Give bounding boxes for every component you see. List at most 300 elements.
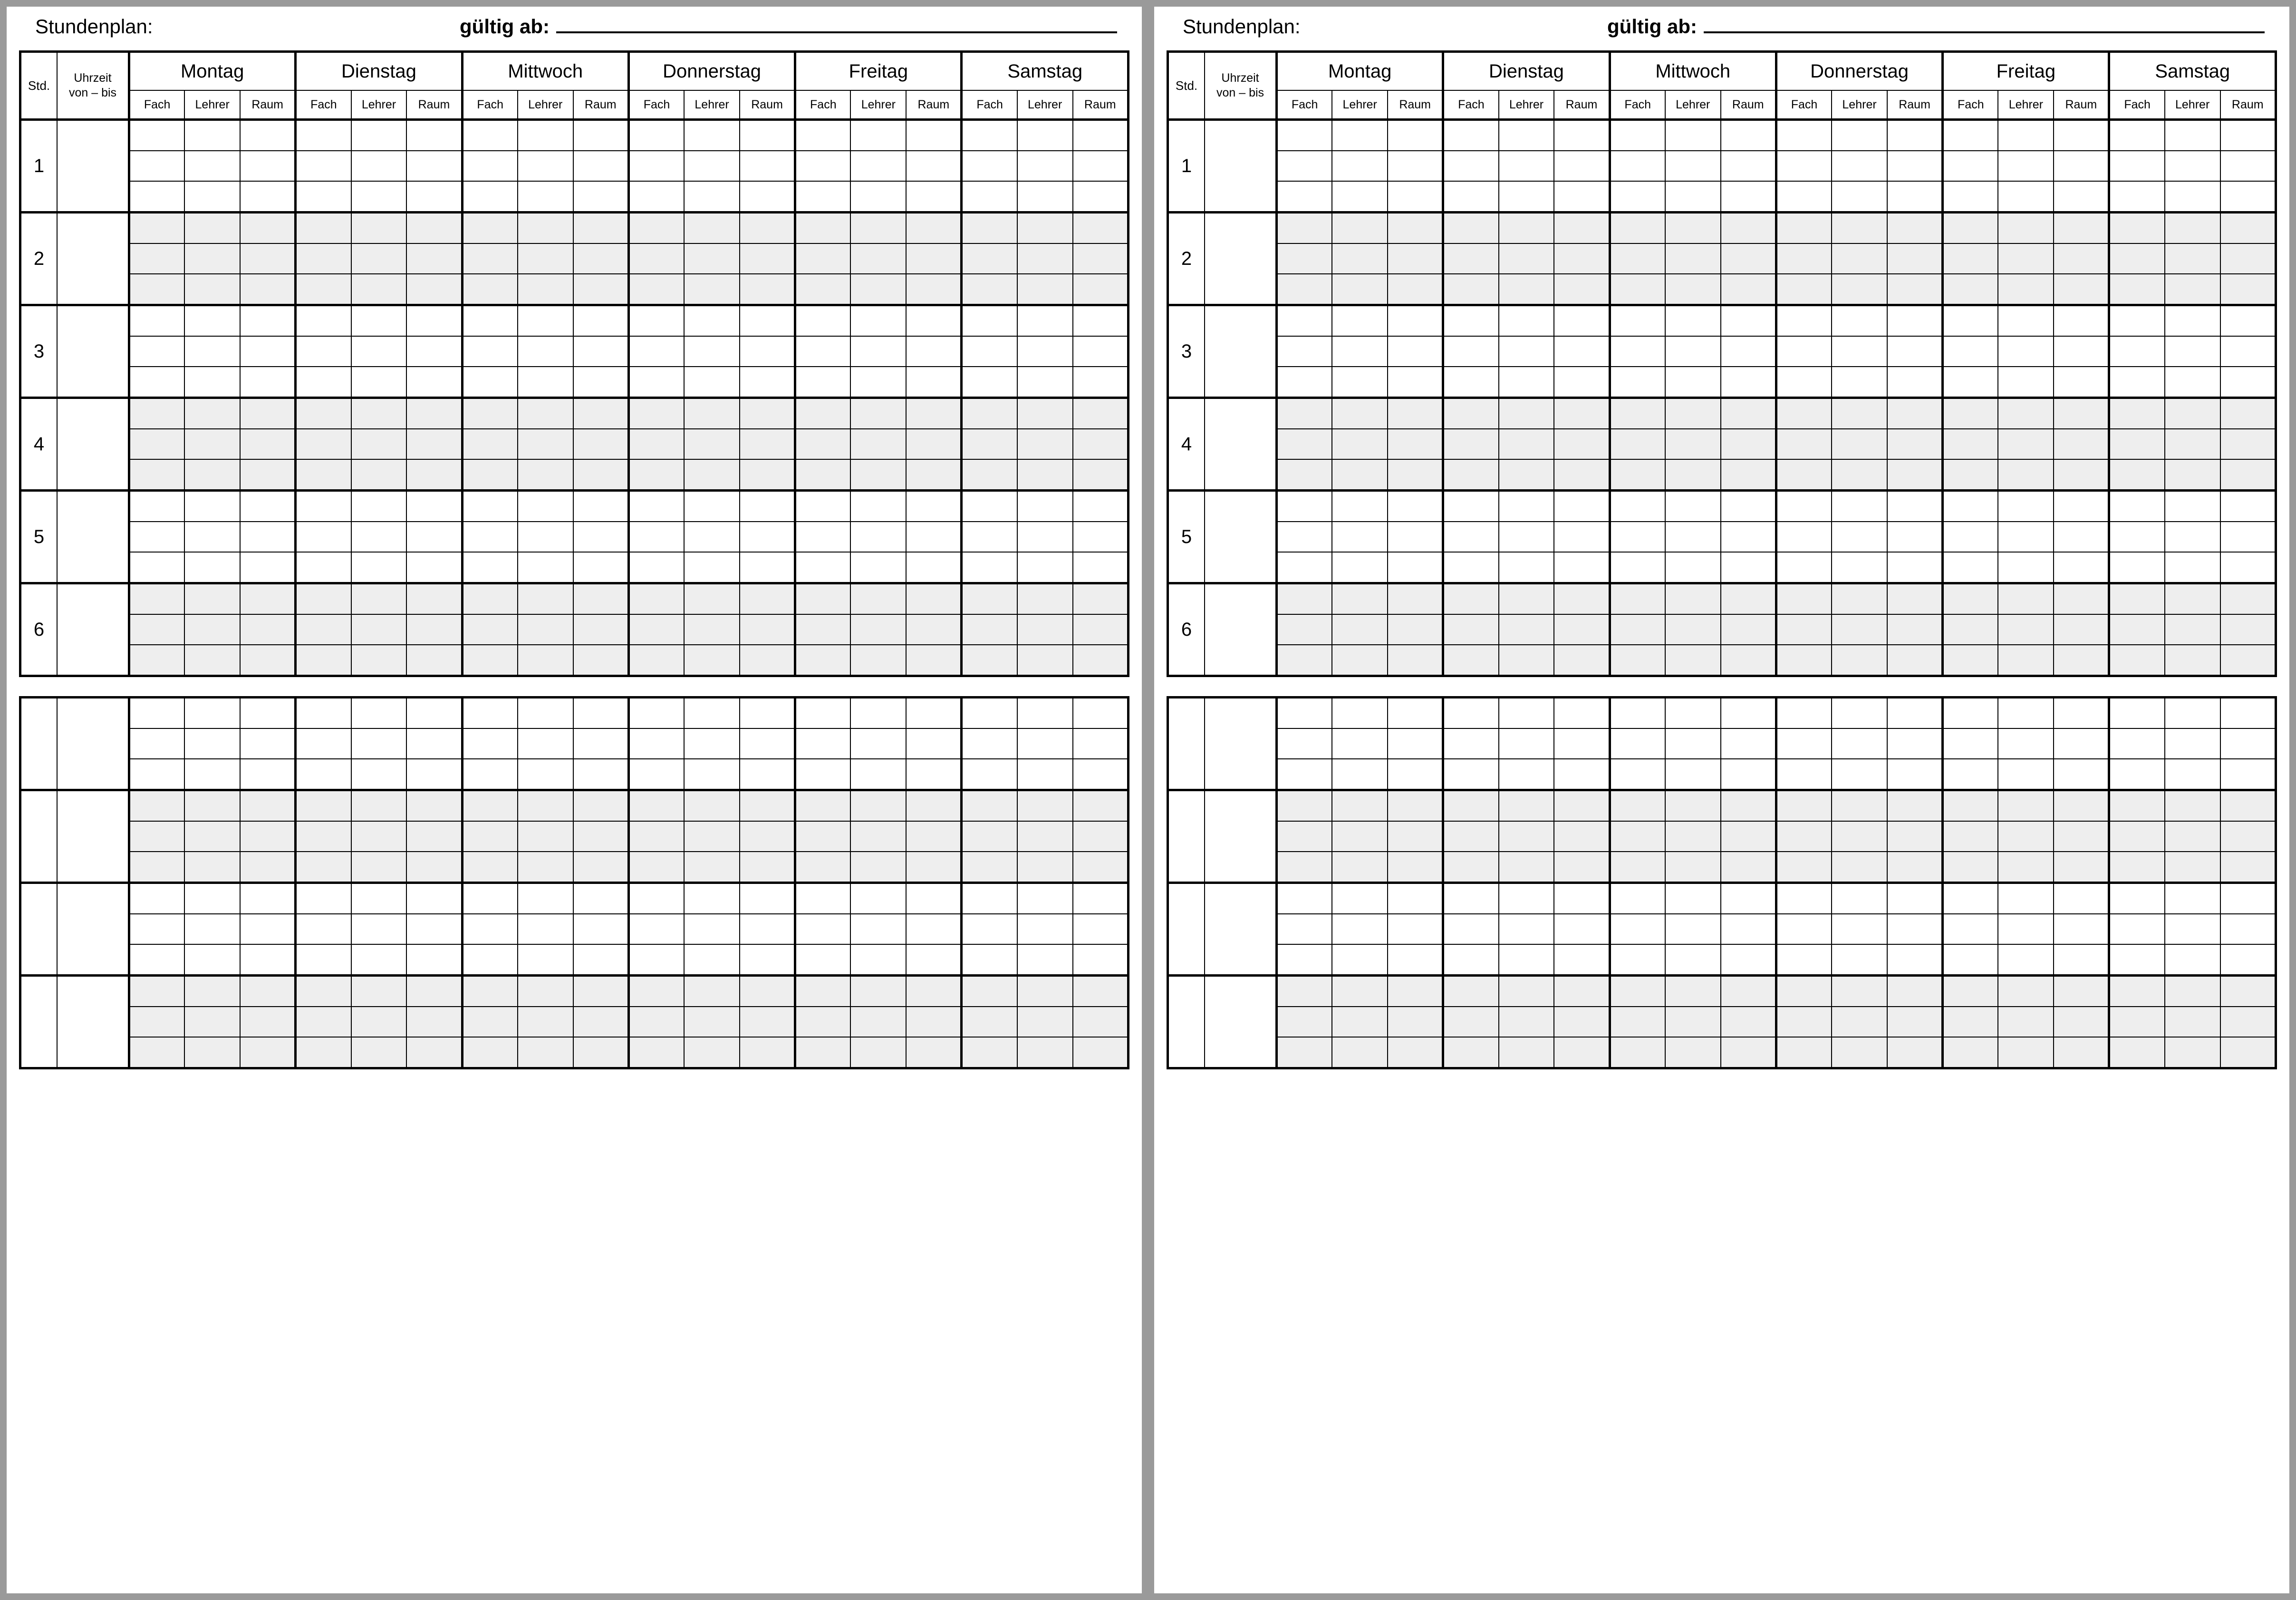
- entry-cell[interactable]: [1554, 645, 1610, 676]
- entry-cell[interactable]: [2054, 398, 2109, 429]
- entry-cell[interactable]: [1721, 491, 1776, 522]
- entry-cell[interactable]: [351, 181, 407, 213]
- entry-cell[interactable]: [2109, 243, 2165, 274]
- entry-cell[interactable]: [628, 1007, 684, 1037]
- entry-cell[interactable]: [628, 698, 684, 729]
- entry-cell[interactable]: [240, 645, 296, 676]
- entry-cell[interactable]: [1554, 759, 1610, 790]
- entry-cell[interactable]: [2220, 181, 2276, 213]
- entry-cell[interactable]: [2220, 243, 2276, 274]
- entry-cell[interactable]: [2109, 1037, 2165, 1068]
- entry-cell[interactable]: [740, 213, 795, 244]
- entry-cell[interactable]: [1776, 274, 1832, 305]
- entry-cell[interactable]: [351, 790, 407, 822]
- entry-cell[interactable]: [1499, 429, 1554, 459]
- entry-cell[interactable]: [1610, 976, 1665, 1007]
- entry-cell[interactable]: [406, 459, 462, 491]
- entry-cell[interactable]: [906, 367, 962, 398]
- entry-cell[interactable]: [351, 976, 407, 1007]
- period-time-cell[interactable]: [1205, 491, 1277, 583]
- entry-cell[interactable]: [406, 305, 462, 337]
- entry-cell[interactable]: [1610, 151, 1665, 181]
- entry-cell[interactable]: [1665, 698, 1721, 729]
- entry-cell[interactable]: [129, 1037, 185, 1068]
- entry-cell[interactable]: [406, 181, 462, 213]
- entry-cell[interactable]: [795, 398, 851, 429]
- entry-cell[interactable]: [1073, 429, 1129, 459]
- entry-cell[interactable]: [962, 1037, 1017, 1068]
- entry-cell[interactable]: [1887, 821, 1943, 852]
- entry-cell[interactable]: [850, 852, 906, 883]
- entry-cell[interactable]: [795, 305, 851, 337]
- entry-cell[interactable]: [2220, 728, 2276, 759]
- entry-cell[interactable]: [2165, 305, 2220, 337]
- entry-cell[interactable]: [850, 491, 906, 522]
- entry-cell[interactable]: [1610, 336, 1665, 367]
- entry-cell[interactable]: [1499, 944, 1554, 976]
- entry-cell[interactable]: [1721, 790, 1776, 822]
- entry-cell[interactable]: [1388, 120, 1443, 151]
- entry-cell[interactable]: [351, 614, 407, 645]
- entry-cell[interactable]: [1277, 398, 1332, 429]
- entry-cell[interactable]: [296, 181, 351, 213]
- entry-cell[interactable]: [573, 1007, 629, 1037]
- entry-cell[interactable]: [1832, 645, 1887, 676]
- entry-cell[interactable]: [2165, 491, 2220, 522]
- entry-cell[interactable]: [1776, 120, 1832, 151]
- entry-cell[interactable]: [1073, 583, 1129, 615]
- entry-cell[interactable]: [2054, 491, 2109, 522]
- entry-cell[interactable]: [2109, 976, 2165, 1007]
- entry-cell[interactable]: [1499, 151, 1554, 181]
- entry-cell[interactable]: [1998, 944, 2054, 976]
- entry-cell[interactable]: [184, 583, 240, 615]
- entry-cell[interactable]: [1554, 398, 1610, 429]
- entry-cell[interactable]: [740, 336, 795, 367]
- period-time-cell[interactable]: [57, 976, 129, 1068]
- entry-cell[interactable]: [628, 243, 684, 274]
- entry-cell[interactable]: [2220, 120, 2276, 151]
- entry-cell[interactable]: [2165, 821, 2220, 852]
- entry-cell[interactable]: [240, 491, 296, 522]
- entry-cell[interactable]: [1499, 698, 1554, 729]
- entry-cell[interactable]: [962, 645, 1017, 676]
- period-time-cell[interactable]: [1205, 790, 1277, 883]
- entry-cell[interactable]: [351, 852, 407, 883]
- entry-cell[interactable]: [2220, 274, 2276, 305]
- entry-cell[interactable]: [2054, 367, 2109, 398]
- entry-cell[interactable]: [628, 552, 684, 583]
- entry-cell[interactable]: [740, 614, 795, 645]
- entry-cell[interactable]: [1554, 883, 1610, 914]
- entry-cell[interactable]: [1554, 1037, 1610, 1068]
- entry-cell[interactable]: [1277, 645, 1332, 676]
- entry-cell[interactable]: [1332, 883, 1388, 914]
- entry-cell[interactable]: [462, 367, 518, 398]
- entry-cell[interactable]: [1332, 305, 1388, 337]
- entry-cell[interactable]: [2054, 821, 2109, 852]
- entry-cell[interactable]: [406, 728, 462, 759]
- entry-cell[interactable]: [518, 944, 573, 976]
- entry-cell[interactable]: [1443, 151, 1499, 181]
- entry-cell[interactable]: [1943, 336, 1998, 367]
- entry-cell[interactable]: [1554, 120, 1610, 151]
- entry-cell[interactable]: [906, 552, 962, 583]
- entry-cell[interactable]: [296, 1007, 351, 1037]
- entry-cell[interactable]: [184, 336, 240, 367]
- entry-cell[interactable]: [2165, 852, 2220, 883]
- entry-cell[interactable]: [1721, 305, 1776, 337]
- entry-cell[interactable]: [684, 243, 740, 274]
- entry-cell[interactable]: [1998, 552, 2054, 583]
- entry-cell[interactable]: [184, 120, 240, 151]
- entry-cell[interactable]: [1388, 1007, 1443, 1037]
- entry-cell[interactable]: [573, 336, 629, 367]
- entry-cell[interactable]: [1665, 367, 1721, 398]
- entry-cell[interactable]: [518, 151, 573, 181]
- entry-cell[interactable]: [850, 883, 906, 914]
- entry-cell[interactable]: [1073, 367, 1129, 398]
- entry-cell[interactable]: [129, 522, 185, 552]
- entry-cell[interactable]: [184, 883, 240, 914]
- entry-cell[interactable]: [1277, 1037, 1332, 1068]
- entry-cell[interactable]: [906, 336, 962, 367]
- entry-cell[interactable]: [1332, 243, 1388, 274]
- entry-cell[interactable]: [1998, 213, 2054, 244]
- entry-cell[interactable]: [1610, 429, 1665, 459]
- entry-cell[interactable]: [906, 852, 962, 883]
- entry-cell[interactable]: [1887, 151, 1943, 181]
- entry-cell[interactable]: [1443, 429, 1499, 459]
- entry-cell[interactable]: [1998, 459, 2054, 491]
- entry-cell[interactable]: [906, 759, 962, 790]
- entry-cell[interactable]: [1610, 790, 1665, 822]
- entry-cell[interactable]: [351, 274, 407, 305]
- entry-cell[interactable]: [1832, 614, 1887, 645]
- entry-cell[interactable]: [2109, 821, 2165, 852]
- entry-cell[interactable]: [1277, 151, 1332, 181]
- entry-cell[interactable]: [684, 698, 740, 729]
- entry-cell[interactable]: [1388, 274, 1443, 305]
- entry-cell[interactable]: [906, 790, 962, 822]
- entry-cell[interactable]: [1388, 181, 1443, 213]
- entry-cell[interactable]: [1443, 120, 1499, 151]
- entry-cell[interactable]: [1554, 151, 1610, 181]
- entry-cell[interactable]: [962, 1007, 1017, 1037]
- entry-cell[interactable]: [1277, 614, 1332, 645]
- entry-cell[interactable]: [906, 305, 962, 337]
- entry-cell[interactable]: [1554, 274, 1610, 305]
- entry-cell[interactable]: [2109, 944, 2165, 976]
- entry-cell[interactable]: [184, 491, 240, 522]
- entry-cell[interactable]: [406, 944, 462, 976]
- entry-cell[interactable]: [129, 645, 185, 676]
- entry-cell[interactable]: [906, 1007, 962, 1037]
- entry-cell[interactable]: [518, 491, 573, 522]
- entry-cell[interactable]: [1332, 645, 1388, 676]
- entry-cell[interactable]: [850, 790, 906, 822]
- entry-cell[interactable]: [2109, 790, 2165, 822]
- entry-cell[interactable]: [1998, 914, 2054, 944]
- entry-cell[interactable]: [2109, 120, 2165, 151]
- entry-cell[interactable]: [2054, 790, 2109, 822]
- entry-cell[interactable]: [2109, 852, 2165, 883]
- entry-cell[interactable]: [1832, 698, 1887, 729]
- entry-cell[interactable]: [462, 213, 518, 244]
- period-time-cell[interactable]: [1205, 698, 1277, 790]
- entry-cell[interactable]: [406, 120, 462, 151]
- entry-cell[interactable]: [1554, 698, 1610, 729]
- entry-cell[interactable]: [2054, 151, 2109, 181]
- entry-cell[interactable]: [906, 728, 962, 759]
- entry-cell[interactable]: [628, 181, 684, 213]
- entry-cell[interactable]: [1073, 759, 1129, 790]
- entry-cell[interactable]: [2165, 944, 2220, 976]
- entry-cell[interactable]: [906, 944, 962, 976]
- entry-cell[interactable]: [518, 305, 573, 337]
- entry-cell[interactable]: [1073, 1037, 1129, 1068]
- entry-cell[interactable]: [1388, 429, 1443, 459]
- entry-cell[interactable]: [1887, 645, 1943, 676]
- entry-cell[interactable]: [129, 1007, 185, 1037]
- entry-cell[interactable]: [1332, 213, 1388, 244]
- entry-cell[interactable]: [1277, 790, 1332, 822]
- entry-cell[interactable]: [184, 821, 240, 852]
- entry-cell[interactable]: [1443, 790, 1499, 822]
- entry-cell[interactable]: [462, 759, 518, 790]
- entry-cell[interactable]: [684, 120, 740, 151]
- entry-cell[interactable]: [351, 213, 407, 244]
- entry-cell[interactable]: [962, 852, 1017, 883]
- entry-cell[interactable]: [1017, 698, 1073, 729]
- entry-cell[interactable]: [1388, 883, 1443, 914]
- entry-cell[interactable]: [573, 120, 629, 151]
- entry-cell[interactable]: [1665, 944, 1721, 976]
- entry-cell[interactable]: [1499, 213, 1554, 244]
- entry-cell[interactable]: [962, 552, 1017, 583]
- entry-cell[interactable]: [1776, 852, 1832, 883]
- entry-cell[interactable]: [1887, 305, 1943, 337]
- entry-cell[interactable]: [1887, 398, 1943, 429]
- entry-cell[interactable]: [906, 614, 962, 645]
- entry-cell[interactable]: [1443, 698, 1499, 729]
- entry-cell[interactable]: [1443, 614, 1499, 645]
- entry-cell[interactable]: [1332, 367, 1388, 398]
- entry-cell[interactable]: [684, 759, 740, 790]
- entry-cell[interactable]: [906, 181, 962, 213]
- entry-cell[interactable]: [2165, 1007, 2220, 1037]
- entry-cell[interactable]: [518, 367, 573, 398]
- entry-cell[interactable]: [129, 583, 185, 615]
- entry-cell[interactable]: [184, 367, 240, 398]
- entry-cell[interactable]: [740, 583, 795, 615]
- entry-cell[interactable]: [850, 1007, 906, 1037]
- entry-cell[interactable]: [129, 181, 185, 213]
- entry-cell[interactable]: [462, 491, 518, 522]
- entry-cell[interactable]: [1776, 821, 1832, 852]
- entry-cell[interactable]: [1017, 367, 1073, 398]
- entry-cell[interactable]: [518, 552, 573, 583]
- entry-cell[interactable]: [406, 1007, 462, 1037]
- entry-cell[interactable]: [850, 336, 906, 367]
- entry-cell[interactable]: [351, 1037, 407, 1068]
- entry-cell[interactable]: [240, 151, 296, 181]
- entry-cell[interactable]: [906, 243, 962, 274]
- entry-cell[interactable]: [628, 491, 684, 522]
- entry-cell[interactable]: [1017, 181, 1073, 213]
- entry-cell[interactable]: [1943, 243, 1998, 274]
- entry-cell[interactable]: [962, 821, 1017, 852]
- entry-cell[interactable]: [184, 976, 240, 1007]
- entry-cell[interactable]: [462, 914, 518, 944]
- entry-cell[interactable]: [2220, 852, 2276, 883]
- entry-cell[interactable]: [1443, 944, 1499, 976]
- period-time-cell[interactable]: [1205, 583, 1277, 676]
- entry-cell[interactable]: [1832, 181, 1887, 213]
- entry-cell[interactable]: [296, 698, 351, 729]
- entry-cell[interactable]: [740, 398, 795, 429]
- entry-cell[interactable]: [684, 1007, 740, 1037]
- entry-cell[interactable]: [2109, 614, 2165, 645]
- entry-cell[interactable]: [1073, 120, 1129, 151]
- entry-cell[interactable]: [795, 151, 851, 181]
- entry-cell[interactable]: [850, 944, 906, 976]
- entry-cell[interactable]: [740, 914, 795, 944]
- entry-cell[interactable]: [1776, 491, 1832, 522]
- entry-cell[interactable]: [1943, 852, 1998, 883]
- entry-cell[interactable]: [740, 790, 795, 822]
- entry-cell[interactable]: [351, 728, 407, 759]
- entry-cell[interactable]: [740, 120, 795, 151]
- entry-cell[interactable]: [684, 552, 740, 583]
- entry-cell[interactable]: [850, 398, 906, 429]
- entry-cell[interactable]: [740, 883, 795, 914]
- entry-cell[interactable]: [1776, 614, 1832, 645]
- entry-cell[interactable]: [1443, 243, 1499, 274]
- entry-cell[interactable]: [1610, 614, 1665, 645]
- entry-cell[interactable]: [962, 728, 1017, 759]
- entry-cell[interactable]: [2109, 552, 2165, 583]
- entry-cell[interactable]: [1073, 151, 1129, 181]
- entry-cell[interactable]: [962, 367, 1017, 398]
- entry-cell[interactable]: [1776, 181, 1832, 213]
- entry-cell[interactable]: [1277, 914, 1332, 944]
- entry-cell[interactable]: [1887, 336, 1943, 367]
- entry-cell[interactable]: [462, 583, 518, 615]
- entry-cell[interactable]: [2165, 213, 2220, 244]
- entry-cell[interactable]: [406, 583, 462, 615]
- entry-cell[interactable]: [240, 305, 296, 337]
- entry-cell[interactable]: [129, 552, 185, 583]
- entry-cell[interactable]: [1388, 583, 1443, 615]
- entry-cell[interactable]: [573, 398, 629, 429]
- entry-cell[interactable]: [1998, 728, 2054, 759]
- entry-cell[interactable]: [795, 821, 851, 852]
- entry-cell[interactable]: [1277, 336, 1332, 367]
- entry-cell[interactable]: [684, 883, 740, 914]
- entry-cell[interactable]: [628, 522, 684, 552]
- entry-cell[interactable]: [1832, 243, 1887, 274]
- entry-cell[interactable]: [1776, 522, 1832, 552]
- entry-cell[interactable]: [962, 305, 1017, 337]
- entry-cell[interactable]: [1887, 274, 1943, 305]
- entry-cell[interactable]: [1073, 1007, 1129, 1037]
- entry-cell[interactable]: [129, 883, 185, 914]
- entry-cell[interactable]: [906, 698, 962, 729]
- entry-cell[interactable]: [1499, 367, 1554, 398]
- entry-cell[interactable]: [1499, 883, 1554, 914]
- entry-cell[interactable]: [1388, 213, 1443, 244]
- entry-cell[interactable]: [1776, 759, 1832, 790]
- entry-cell[interactable]: [240, 976, 296, 1007]
- entry-cell[interactable]: [462, 552, 518, 583]
- entry-cell[interactable]: [2054, 274, 2109, 305]
- entry-cell[interactable]: [1388, 1037, 1443, 1068]
- entry-cell[interactable]: [2165, 522, 2220, 552]
- entry-cell[interactable]: [351, 645, 407, 676]
- entry-cell[interactable]: [906, 429, 962, 459]
- entry-cell[interactable]: [1499, 914, 1554, 944]
- entry-cell[interactable]: [1388, 645, 1443, 676]
- entry-cell[interactable]: [1277, 305, 1332, 337]
- entry-cell[interactable]: [628, 336, 684, 367]
- entry-cell[interactable]: [1388, 821, 1443, 852]
- valid-from-input[interactable]: [556, 31, 1117, 33]
- entry-cell[interactable]: [1665, 583, 1721, 615]
- entry-cell[interactable]: [2165, 336, 2220, 367]
- entry-cell[interactable]: [2220, 645, 2276, 676]
- entry-cell[interactable]: [684, 491, 740, 522]
- entry-cell[interactable]: [1721, 914, 1776, 944]
- entry-cell[interactable]: [2165, 698, 2220, 729]
- entry-cell[interactable]: [740, 852, 795, 883]
- entry-cell[interactable]: [518, 522, 573, 552]
- entry-cell[interactable]: [2054, 1037, 2109, 1068]
- entry-cell[interactable]: [1332, 1007, 1388, 1037]
- entry-cell[interactable]: [1610, 914, 1665, 944]
- entry-cell[interactable]: [1610, 398, 1665, 429]
- entry-cell[interactable]: [1943, 491, 1998, 522]
- entry-cell[interactable]: [518, 645, 573, 676]
- entry-cell[interactable]: [406, 151, 462, 181]
- entry-cell[interactable]: [351, 821, 407, 852]
- period-time-cell[interactable]: [57, 790, 129, 883]
- entry-cell[interactable]: [795, 944, 851, 976]
- entry-cell[interactable]: [1665, 120, 1721, 151]
- entry-cell[interactable]: [850, 583, 906, 615]
- entry-cell[interactable]: [1665, 522, 1721, 552]
- entry-cell[interactable]: [1943, 552, 1998, 583]
- entry-cell[interactable]: [462, 614, 518, 645]
- entry-cell[interactable]: [296, 522, 351, 552]
- entry-cell[interactable]: [2109, 213, 2165, 244]
- entry-cell[interactable]: [1277, 491, 1332, 522]
- entry-cell[interactable]: [1554, 914, 1610, 944]
- entry-cell[interactable]: [1554, 429, 1610, 459]
- entry-cell[interactable]: [129, 213, 185, 244]
- entry-cell[interactable]: [240, 181, 296, 213]
- entry-cell[interactable]: [518, 790, 573, 822]
- entry-cell[interactable]: [1721, 336, 1776, 367]
- entry-cell[interactable]: [1332, 1037, 1388, 1068]
- entry-cell[interactable]: [684, 944, 740, 976]
- entry-cell[interactable]: [1017, 790, 1073, 822]
- entry-cell[interactable]: [850, 151, 906, 181]
- entry-cell[interactable]: [962, 759, 1017, 790]
- entry-cell[interactable]: [296, 759, 351, 790]
- entry-cell[interactable]: [406, 491, 462, 522]
- entry-cell[interactable]: [1554, 1007, 1610, 1037]
